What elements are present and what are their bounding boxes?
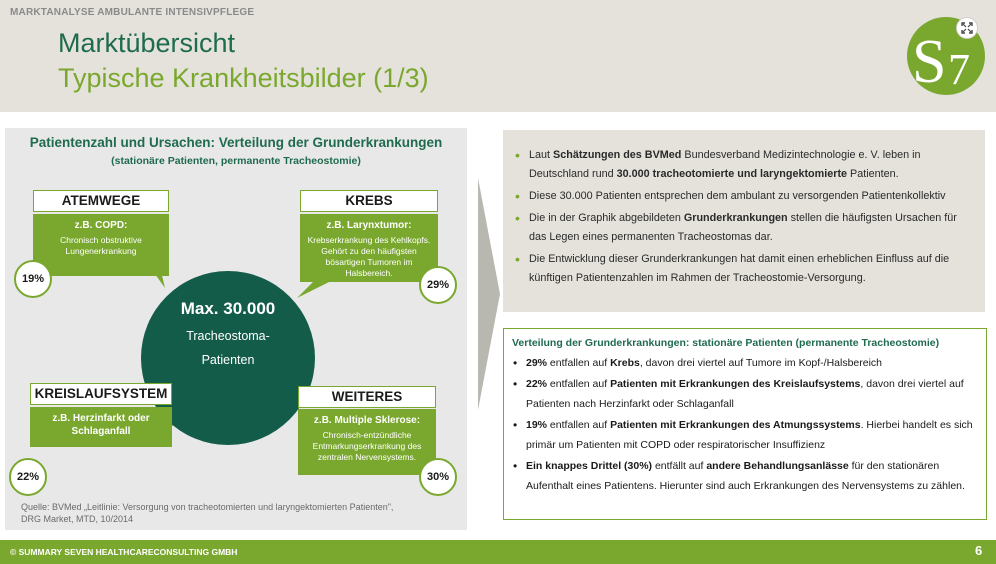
category-box-kreislaufsystem <box>30 407 172 447</box>
category-box-krebs <box>300 214 438 282</box>
expand-icon <box>961 22 973 34</box>
source-line: DRG Market, MTD, 10/2014 <box>21 514 134 524</box>
page-number: 6 <box>975 543 983 558</box>
page-title: Marktübersicht <box>58 28 236 58</box>
diagram-title: Patientenzahl und Ursachen: Verteilung der Grunderkrankungen <box>29 135 443 150</box>
summary-list <box>513 146 971 288</box>
logo-s: S <box>912 28 947 96</box>
center-label-line1: Tracheostoma- <box>186 329 270 343</box>
category-label-krebs: KREBS <box>300 190 438 212</box>
flow-arrow-icon <box>478 178 500 410</box>
distribution-item: • 19% entfallen auf Patienten mit Erkrankungen des Atmungssystems. Hierbei handelt es sich primär um Patienten mit COPD oder respiratorischer Insuffizienz <box>512 415 976 456</box>
category-box-atemwege <box>33 214 169 276</box>
percent-krebs: 29% <box>419 266 457 304</box>
distribution-item: • 22% entfallen auf Patienten mit Erkrankungen des Kreislaufsystems, davon drei viertel auf Patienten nach Herzinfarkt oder Schlaganfall <box>512 374 976 415</box>
copyright: © SUMMARY SEVEN HEALTHCARECONSULTING GMBH <box>10 547 238 557</box>
summary-item: • Diese 30.000 Patienten entsprechen dem ambulant zu versorgenden Patientenkollektiv <box>513 187 971 206</box>
category-description: Krebserkrankung des Kehlkopfs. Gehört zu den häufigsten bösartigen Tumoren im Halsbereich. <box>307 235 431 278</box>
diagram-panel <box>5 128 467 530</box>
distribution-list <box>512 353 976 497</box>
category-example: z.B. Multiple Sklerose: <box>313 415 421 426</box>
category-description: Chronisch-entzündliche Entmarkungserkrankung des zentralen Nervensystems. <box>312 430 422 462</box>
distribution-title: Verteilung der Grunderkrankungen: stationäre Patienten (permanente Tracheostomie) <box>512 337 940 349</box>
expand-button[interactable] <box>956 17 978 39</box>
category-example: z.B. Herzinfarkt oder Schlaganfall <box>52 413 150 437</box>
distribution-item: • 29% entfallen auf Krebs, davon drei viertel auf Tumore im Kopf-/Halsbereich <box>512 353 976 374</box>
center-total: Max. 30.000 <box>180 299 276 318</box>
summary-item: • Die in der Graphik abgebildeten Grunderkrankungen stellen die häufigsten Ursachen für das Legen eines permanenten Tracheostomas dar. <box>513 209 971 247</box>
summary-panel <box>503 130 985 312</box>
center-label-line2: Patienten <box>201 353 255 367</box>
percent-atemwege: 19% <box>14 260 52 298</box>
distribution-panel <box>503 328 987 520</box>
category-example: z.B. Larynxtumor: <box>326 220 412 231</box>
distribution-item: • Ein knappes Drittel (30%) entfällt auf andere Behandlungsanlässe für den stationären Aufenthalt eines Patientens. Hierunter sind auch Erkrankungen des Nervensystems zu zählen. <box>512 456 976 497</box>
percent-weiteres: 30% <box>419 458 457 496</box>
source-note <box>21 501 461 525</box>
category-label-weiteres: WEITERES <box>298 386 436 408</box>
category-box-weiteres <box>298 409 436 475</box>
category-description: Chronisch obstruktive Lungenerkrankung <box>60 235 142 256</box>
category-example: z.B. COPD: <box>74 220 128 231</box>
logo-7: 7 <box>948 45 970 94</box>
category-label-atemwege: ATEMWEGE <box>33 190 169 212</box>
page-subtitle: Typische Krankheitsbilder (1/3) <box>58 63 429 93</box>
summary-item: • Die Entwicklung dieser Grunderkrankungen hat damit einen erheblichen Einfluss auf die künftigen Patientenzahlen im Rahmen der Tracheostomie-Versorgung. <box>513 250 971 288</box>
summary-item: • Laut Schätzungen des BVMed Bundesverband Medizintechnologie e. V. leben in Deutschland rund 30.000 tracheotomierte und laryngektomierte Patienten. <box>513 146 971 184</box>
source-line: Quelle: BVMed „Leitlinie: Versorgung von tracheotomierten und laryngektomierten Patienten", <box>21 502 394 512</box>
category-label-kreislaufsystem: KREISLAUFSYSTEM <box>30 383 172 405</box>
diagram-subtitle: (stationäre Patienten, permanente Tracheostomie) <box>111 155 361 167</box>
breadcrumb: MARKTANALYSE AMBULANTE INTENSIVPFLEGE <box>10 7 255 18</box>
percent-kreislaufsystem: 22% <box>9 458 47 496</box>
